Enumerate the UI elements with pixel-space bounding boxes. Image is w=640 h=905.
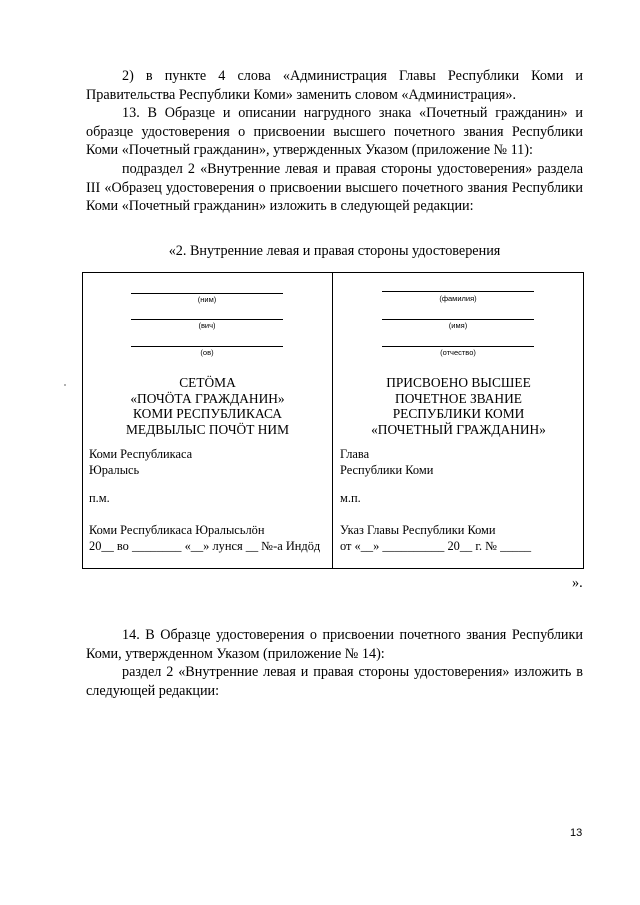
certificate-right-side [334, 273, 583, 568]
decree-reference: Коми Республикаса Юралысьлöн 20__ во ________ «__» лунся __ №-а Индöд [89, 523, 321, 553]
caption-surname: (фамилия) [439, 294, 477, 303]
certificate-heading-komi: СЕТÖМА «ПОЧÖТА ГРАЖДАНИН» КОМИ РЕСПУБЛИКАСА МЕДВЫЛЫС ПОЧÖТ НИМ [125, 375, 290, 437]
caption-name: (ним) [197, 295, 217, 304]
seal-mark: п.м. [89, 491, 110, 505]
closing-quote: ». [572, 575, 583, 591]
signer-title: Глава Республики Коми [340, 447, 434, 477]
certificate-table [82, 272, 584, 569]
caption-name: (имя) [448, 321, 468, 330]
scan-speck [64, 384, 66, 386]
caption-surname: (ов) [200, 348, 214, 357]
certificate-heading-russian: ПРИСВОЕНО ВЫСШЕЕ ПОЧЕТНОЕ ЗВАНИЕ РЕСПУБЛИКИ КОМИ «ПОЧЕТНЫЙ ГРАЖДАНИН» [371, 375, 546, 437]
caption-patronymic: (вич) [198, 321, 216, 330]
paragraph-4: 14. В Образце удостоверения о присвоении почетного звания Республики Коми, утвержденном Указом (приложение № 14): [86, 627, 583, 662]
name-line [382, 319, 534, 320]
patronymic-line [382, 346, 534, 347]
name-line [131, 293, 283, 294]
decree-reference: Указ Главы Республики Коми от «__» __________ 20__ г. № _____ [340, 523, 532, 553]
paragraph-3: подраздел 2 «Внутренние левая и правая стороны удостоверения» раздела III «Образец удостоверения о присвоении высшего почетного звания Республики Коми «Почетный гражданин» изложить в следующей редакции: [86, 161, 583, 215]
caption-patronymic: (отчество) [440, 348, 476, 357]
signer-title: Коми Республикаса Юралысь [89, 447, 193, 477]
surname-line [131, 346, 283, 347]
paragraph-5: раздел 2 «Внутренние левая и правая стороны удостоверения» изложить в следующей редакции: [86, 664, 583, 699]
section-title: «2. Внутренние левая и правая стороны удостоверения [168, 243, 501, 259]
patronymic-line [131, 319, 283, 320]
paragraph-2: 13. В Образце и описании нагрудного знака «Почетный гражданин» и образце удостоверения о присвоении высшего почетного звания Республики Коми «Почетный гражданин», утвержденных Указом (приложение № 11): [86, 105, 583, 159]
certificate-left-side [83, 273, 333, 568]
surname-line [382, 291, 534, 292]
page-number: 13 [570, 827, 583, 839]
seal-mark: м.п. [340, 491, 361, 505]
paragraph-1: 2) в пункте 4 слова «Администрация Главы Республики Коми и Правительства Республики Коми» заменить словом «Администрация». [86, 68, 583, 103]
